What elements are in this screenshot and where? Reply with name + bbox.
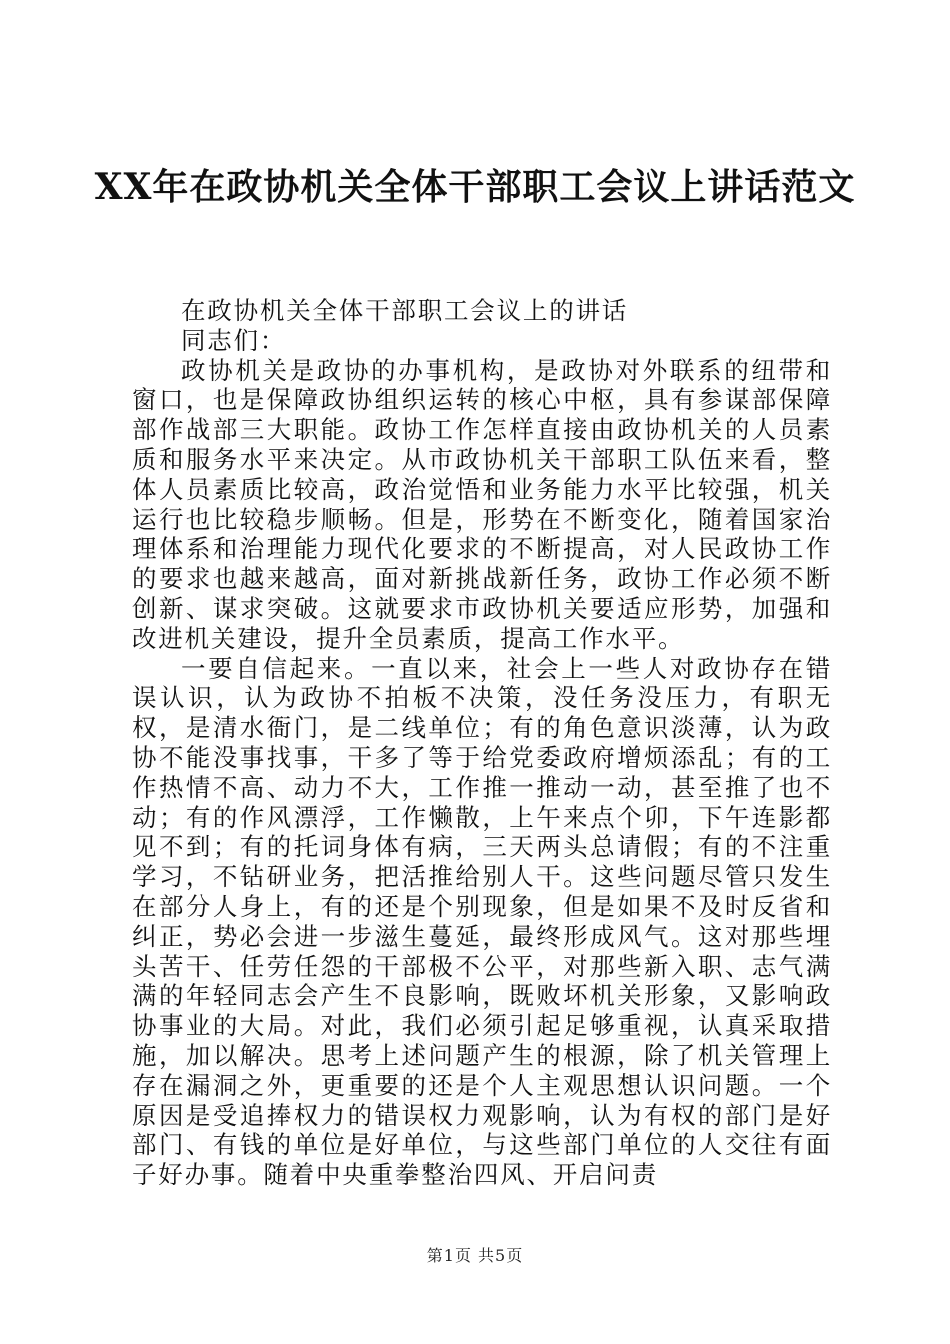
- body-paragraph: 政协机关是政协的办事机构，是政协对外联系的纽带和窗口，也是保障政协组织运转的核心中枢，具有参谋部保障部作战部三大职能。政协工作怎样直接由政协机关的人员素质和服务水平来决定。从市政协机关干部职工队伍来看，整体人员素质比较高，政治觉悟和业务能力水平比较强，机关运行也比较稳步顺畅。但是，形势在不断变化，随着国家治理体系和治理能力现代化要求的不断提高，对人民政协工作的要求也越来越高，面对新挑战新任务，政协工作必须不断创新、谋求突破。这就要求市政协机关要适应形势，加强和改进机关建设，提升全员素质，提高工作水平。: [132, 355, 832, 653]
- document-body: [132, 296, 832, 1190]
- speech-heading: 在政协机关全体干部职工会议上的讲话: [181, 296, 629, 325]
- body-paragraph: 一要自信起来。一直以来，社会上一些人对政协存在错误认识，认为政协不拍板不决策，没任务没压力，有职无权，是清水衙门，是二线单位；有的角色意识淡薄，认为政协不能没事找事，干多了等于给党委政府增烦添乱；有的工作热情不高、动力不大，工作推一推动一动，甚至推了也不动；有的作风漂浮，工作懒散，上午来点个卯，下午连影都见不到；有的托词身体有病，三天两头总请假；有的不注重学习，不钻研业务，把活推给别人干。这些问题尽管只发生在部分人身上，有的还是个别现象，但是如果不及时反省和纠正，势必会进一步滋生蔓延，最终形成风气。这对那些埋头苦干、任劳任怨的干部极不公平，对那些新入职、志气满满的年轻同志会产生不良影响，既败坏机关形象，又影响政协事业的大局。对此，我们必须引起足够重视，认真采取措施，加以解决。思考上述问题产生的根源，除了机关管理上存在漏洞之外，更重要的还是个人主观思想认识问题。一个原因是受追捧权力的错误权力观影响，认为有权的部门是好部门、有钱的单位是好单位，与这些部门单位的人交往有面子好办事。随着中央重拳整治四风、开启问责: [132, 653, 832, 1190]
- salutation: 同志们：: [181, 325, 287, 355]
- page-footer: 第1页 共5页: [426, 1246, 524, 1265]
- document-title: XX年在政协机关全体干部职工会议上讲话范文: [94, 166, 856, 208]
